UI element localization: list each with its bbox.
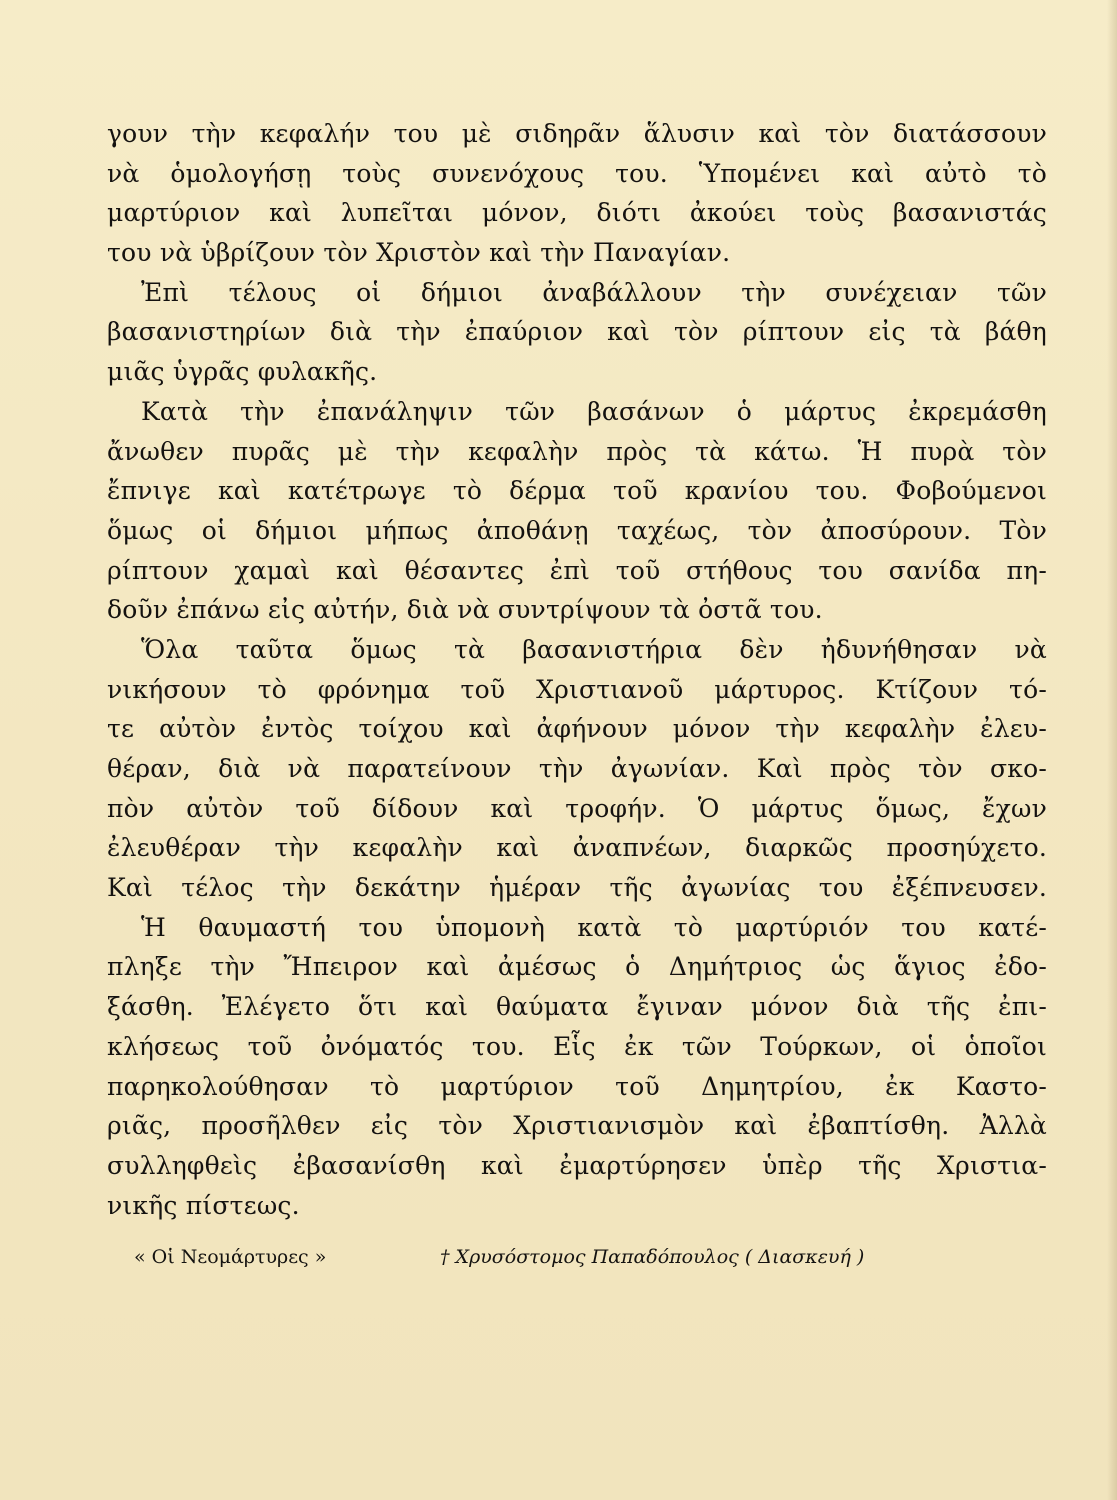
- text-line: Καὶ τέλος τὴν δεκάτην ἡμέραν τῆς ἀγωνίας του ἐξέπνευσεν.: [107, 873, 1047, 903]
- text-line: ἔπνιγε καὶ κατέτρωγε τὸ δέρμα τοῦ κρανίου του. Φοβούμενοι: [107, 476, 1047, 506]
- citation-footer: [134, 1246, 934, 1276]
- text-line: νικῆς πίστεως.: [107, 1190, 300, 1220]
- text-line: ριᾶς, προσῆλθεν εἰς τὸν Χριστιανισμὸν καὶ ἐβαπτίσθη. Ἀλλὰ: [107, 1111, 1047, 1141]
- text-line: ἐλευθέραν τὴν κεφαλὴν καὶ ἀναπνέων, διαρκῶς προσηύχετο.: [107, 833, 1047, 863]
- text-line: συλληφθεὶς ἐβασανίσθη καὶ ἐμαρτύρησεν ὑπὲρ τῆς Χριστια-: [107, 1150, 1047, 1180]
- text-line: νικήσουν τὸ φρόνημα τοῦ Χριστιανοῦ μάρτυρος. Κτίζουν τό-: [107, 674, 1047, 704]
- text-line: Ἐπὶ τέλους οἱ δήμιοι ἀναβάλλουν τὴν συνέχειαν τῶν: [141, 277, 1047, 307]
- text-line: ἄνωθεν πυρᾶς μὲ τὴν κεφαλὴν πρὸς τὰ κάτω. Ἡ πυρὰ τὸν: [107, 436, 1047, 466]
- text-line: δοῦν ἐπάνω εἰς αὐτήν, διὰ νὰ συντρίψουν τὰ ὀστᾶ του.: [107, 595, 823, 625]
- source-title: « Οἱ Νεομάρτυρες »: [134, 1246, 327, 1268]
- text-line: ὅμως οἱ δήμιοι μήπως ἀποθάνῃ ταχέως, τὸν ἀποσύρουν. Τὸν: [107, 515, 1047, 545]
- text-line: Ὅλα ταῦτα ὅμως τὰ βασανιστήρια δὲν ἠδυνήθησαν νὰ: [141, 634, 1047, 664]
- text-line: Ἡ θαυμαστή του ὑπομονὴ κατὰ τὸ μαρτύριόν του κατέ-: [141, 912, 1047, 942]
- text-line: τε αὐτὸν ἐντὸς τοίχου καὶ ἀφήνουν μόνον τὴν κεφαλὴν ἐλευ-: [107, 714, 1047, 744]
- text-line: πληξε τὴν Ἤπειρον καὶ ἀμέσως ὁ Δημήτριος ὡς ἅγιος ἐδο-: [107, 952, 1047, 982]
- text-line: ρίπτουν χαμαὶ καὶ θέσαντες ἐπὶ τοῦ στήθους του σανίδα πη-: [107, 555, 1047, 585]
- text-line: μιᾶς ὑγρᾶς φυλακῆς.: [107, 357, 378, 387]
- text-line: γουν τὴν κεφαλήν του μὲ σιδηρᾶν ἅλυσιν καὶ τὸν διατάσσουν: [107, 119, 1047, 148]
- page-edge-shadow: [1107, 0, 1117, 1500]
- text-line: πὸν αὐτὸν τοῦ δίδουν καὶ τροφήν. Ὁ μάρτυς ὅμως, ἔχων: [107, 793, 1047, 823]
- text-line: μαρτύριον καὶ λυπεῖται μόνον, διότι ἀκούει τοὺς βασανιστάς: [107, 198, 1047, 228]
- text-line: νὰ ὁμολογήσῃ τοὺς συνενόχους του. Ὑπομένει καὶ αὐτὸ τὸ: [107, 158, 1047, 188]
- author-credit: † Χρυσόστομος Παπαδόπουλος ( Διασκευή ): [440, 1246, 865, 1268]
- text-line: του νὰ ὑβρίζουν τὸν Χριστὸν καὶ τὴν Παναγίαν.: [107, 238, 731, 268]
- text-line: κλήσεως τοῦ ὀνόματός του. Εἷς ἐκ τῶν Τούρκων, οἱ ὁποῖοι: [107, 1031, 1047, 1061]
- text-line: παρηκολούθησαν τὸ μαρτύριον τοῦ Δημητρίου, ἐκ Καστο-: [107, 1071, 1047, 1101]
- text-line: βασανιστηρίων διὰ τὴν ἐπαύριον καὶ τὸν ρίπτουν εἰς τὰ βάθη: [107, 317, 1047, 347]
- text-line: Κατὰ τὴν ἐπανάληψιν τῶν βασάνων ὁ μάρτυς ἐκρεμάσθη: [141, 396, 1047, 426]
- text-line: ξάσθη. Ἐλέγετο ὅτι καὶ θαύματα ἔγιναν μόνον διὰ τῆς ἐπι-: [107, 992, 1047, 1022]
- body-text: [107, 114, 1047, 1225]
- text-line: θέραν, διὰ νὰ παρατείνουν τὴν ἀγωνίαν. Καὶ πρὸς τὸν σκο-: [107, 754, 1047, 783]
